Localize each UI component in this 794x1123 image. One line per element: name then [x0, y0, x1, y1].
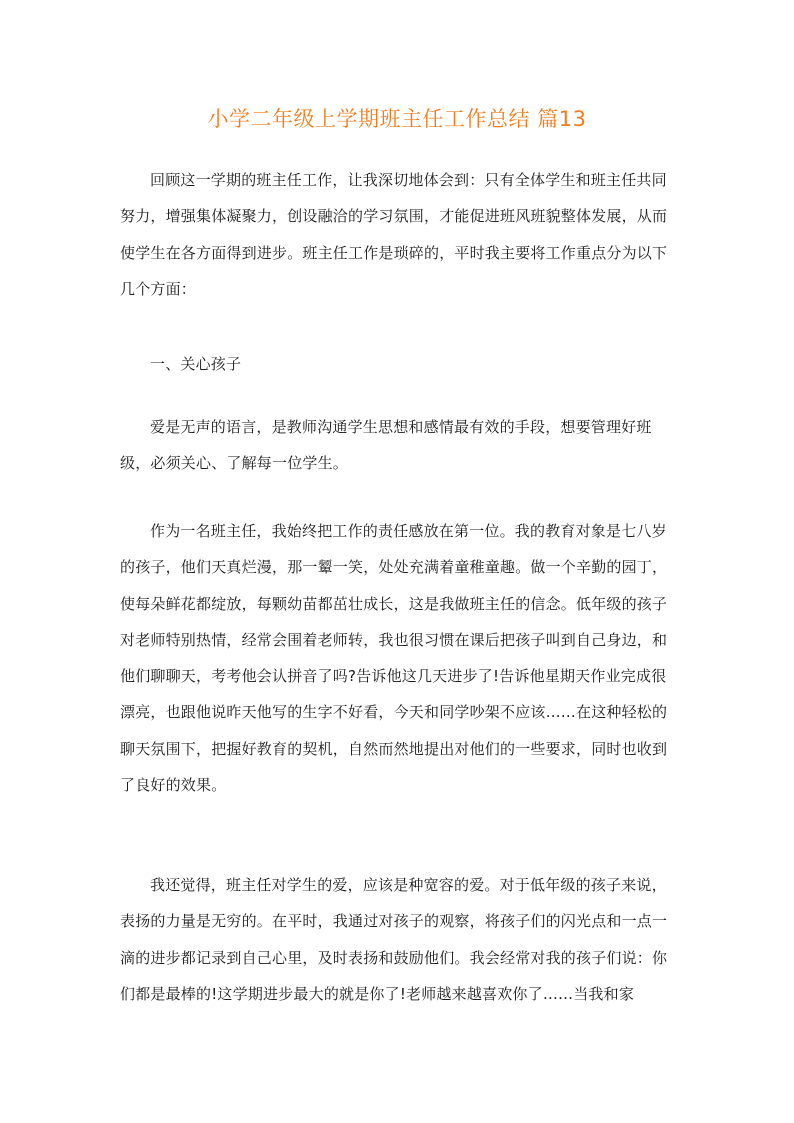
paragraph-responsibility: 作为一名班主任，我始终把工作的责任感放在第一位。我的教育对象是七八岁的孩子，他们天真烂漫，那一颦一笑，处处充满着童稚童趣。做一个辛勤的园丁，使每朵鲜花都绽放，每颗幼苗都茁壮成长，这是我做班主任的信念。低年级的孩子对老师特别热情，经常会围着老师转，我也很习惯在课后把孩子叫到自己身边，和他们聊聊天，考考他会认拼音了吗?告诉他这几天进步了!告诉他星期天作业完成很漂亮，也跟他说昨天他写的生字不好看，今天和同学吵架不应该……在这种轻松的聊天氛围下，把握好教育的契机，自然而然地提出对他们的一些要求，同时也收到了良好的效果。	[120, 522, 668, 795]
paragraph-tolerant-love: 我还觉得，班主任对学生的爱，应该是种宽容的爱。对于低年级的孩子来说，表扬的力量是无穷的。在平时，我通过对孩子的观察，将孩子们的闪光点和一点一滴的进步都记录到自己心里，及时表扬和鼓励他们。我会经常对我的孩子们说：你们都是最棒的!这学期进步最大的就是你了!老师越来越喜欢你了……当我和家	[120, 876, 668, 1003]
paragraph-love-language: 爱是无声的语言，是教师沟通学生思想和感情最有效的手段，想要管理好班级，必须关心、了解每一位学生。	[120, 418, 652, 473]
document-title: 小学二年级上学期班主任工作总结 篇13	[207, 107, 587, 131]
section-heading-care-for-children: 一、关心孩子	[150, 355, 242, 373]
paragraph-intro: 回顾这一学期的班主任工作，让我深切地体会到：只有全体学生和班主任共同努力，增强集体凝聚力，创设融洽的学习氛围，才能促进班风班貌整体发展，从而使学生在各方面得到进步。班主任工作是琐碎的，平时我主要将工作重点分为以下几个方面：	[120, 171, 668, 298]
